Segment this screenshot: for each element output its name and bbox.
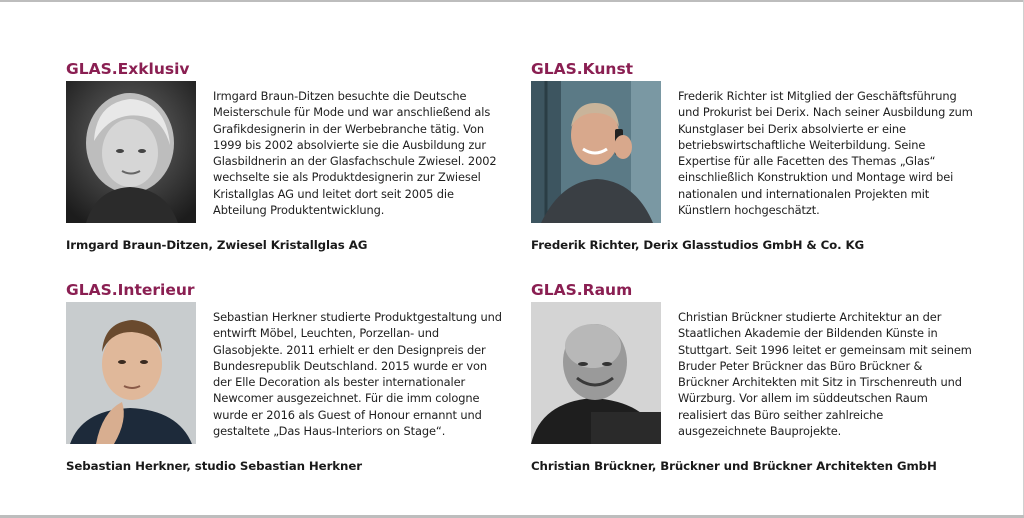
profile-card-interieur bbox=[66, 280, 506, 473]
person-caption: Frederik Richter, Derix Glasstudios GmbH & Co. KG bbox=[531, 238, 865, 252]
portrait-richter-image bbox=[531, 81, 661, 223]
bio-text: Christian Brückner studierte Architektur an der Staatlichen Akademie der Bildenden Künste in Stuttgart. Seit 1996 leitet er gemeinsam mit seinem Bruder Peter Brückner das Büro Brückner & Brückner Architekten mit Sitz in Tirschenreuth und Würzburg. Vor allem im süddeutschen Raum realisiert das Büro seither zahlreiche ausgezeichnete Bauprojekte. bbox=[678, 310, 972, 439]
card-heading: GLAS.Interieur bbox=[66, 281, 195, 299]
card-heading: GLAS.Exklusiv bbox=[66, 60, 190, 78]
portrait-photo bbox=[531, 81, 661, 223]
portrait-photo bbox=[531, 302, 661, 444]
person-caption: Irmgard Braun-Ditzen, Zwiesel Kristallglas AG bbox=[66, 238, 368, 252]
person-caption: Christian Brückner, Brückner und Brückner Architekten GmbH bbox=[531, 459, 937, 473]
portrait-photo bbox=[66, 302, 196, 444]
portrait-herkner-image bbox=[66, 302, 196, 444]
portrait-photo bbox=[66, 81, 196, 223]
bio-text: Frederik Richter ist Mitglied der Geschäftsführung und Prokurist bei Derix. Nach seiner Ausbildung zum Kunstglaser bei Derix absolvierte er eine betriebswirtschaftliche Weiterbildung. Seine Expertise für alle Facetten des Themas „Glas“ einschließlich Konstruktion und Montage wird bei nationalen und internationalen Projekten mit Künstlern hochgeschätzt. bbox=[678, 89, 973, 218]
card-heading: GLAS.Kunst bbox=[531, 60, 634, 78]
profile-card-exklusiv bbox=[66, 59, 506, 252]
person-caption: Sebastian Herkner, studio Sebastian Herkner bbox=[66, 459, 362, 473]
portrait-braun-ditzen-image bbox=[66, 81, 196, 223]
profile-card-raum bbox=[531, 280, 971, 473]
top-border bbox=[0, 0, 1024, 2]
profile-card-kunst bbox=[531, 59, 971, 252]
card-heading: GLAS.Raum bbox=[531, 281, 633, 299]
bio-text: Irmgard Braun-Ditzen besuchte die Deutsche Meisterschule für Mode und war anschließend als Grafikdesignerin in der Werbebranche tätig. Von 1999 bis 2002 absolvierte sie die Ausbildung zur Glasbildnerin an der Glasfachschule Zwiesel. 2002 wechselte sie als Produktdesignerin zur Zwiesel Kristallglas AG und leitet dort seit 2005 die Abteilung Produktentwicklung. bbox=[213, 89, 497, 218]
bio-text: Sebastian Herkner studierte Produktgestaltung und entwirft Möbel, Leuchten, Porzellan- und Glasobjekte. 2011 erhielt er den Designpreis der Bundesrepublik Deutschland. 2015 wurde er von der Elle Decoration als bester internationaler Newcomer ausgezeichnet. Für die imm cologne wurde er 2016 als Guest of Honour ernannt und gestaltete „Das Haus-Interiors on Stage“. bbox=[213, 310, 502, 439]
portrait-brueckner-image bbox=[531, 302, 661, 444]
